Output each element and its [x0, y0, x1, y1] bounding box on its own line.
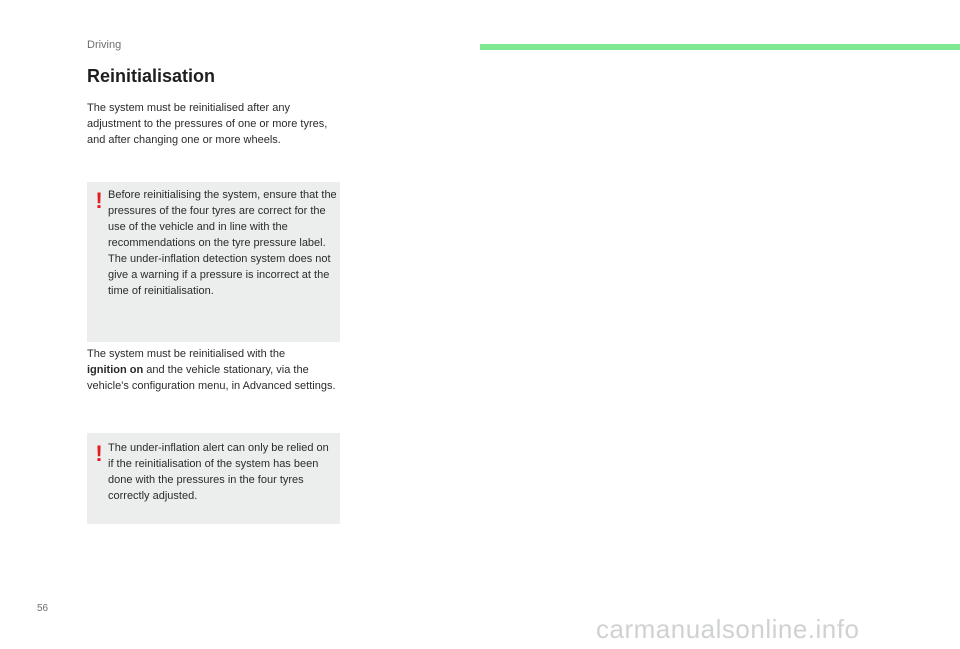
section-label: Driving — [87, 39, 122, 51]
watermark: carmanualsonline.info — [596, 614, 860, 644]
warning-note-line-2: The under-inflation detection system does not give a warning if a pressure is incorrect at the time of reinitialisation. — [108, 253, 331, 297]
page-number: 56 — [37, 603, 49, 614]
body-text-end: and the vehicle stationary, via the vehicle's configuration menu, in Advanced settings. — [87, 364, 336, 392]
body-text-start: The system must be reinitialised with the — [87, 348, 286, 360]
warning-note-line-1: Before reinitialising the system, ensure that the pressures of the four tyres are correct for the use of the vehicle and in line with the recommendations on the tyre pressure label. — [108, 189, 337, 249]
warning-note-text-2: The under-inflation alert can only be relied on if the reinitialisation of the system has been done with the pressures in the four tyres correctly adjusted. — [108, 442, 329, 502]
warning-exclamation-icon-2: ! — [95, 441, 103, 466]
body-paragraph — [87, 346, 343, 394]
body-bold-text: ignition on — [87, 364, 144, 376]
intro-paragraph: The system must be reinitialised after any adjustment to the pressures of one or more tyres, and after changing one or more wheels. — [87, 102, 328, 146]
page-title: Reinitialisation — [87, 66, 216, 86]
section-accent-bar — [480, 44, 960, 50]
warning-note-text — [108, 187, 337, 299]
warning-exclamation-icon: ! — [95, 188, 103, 213]
